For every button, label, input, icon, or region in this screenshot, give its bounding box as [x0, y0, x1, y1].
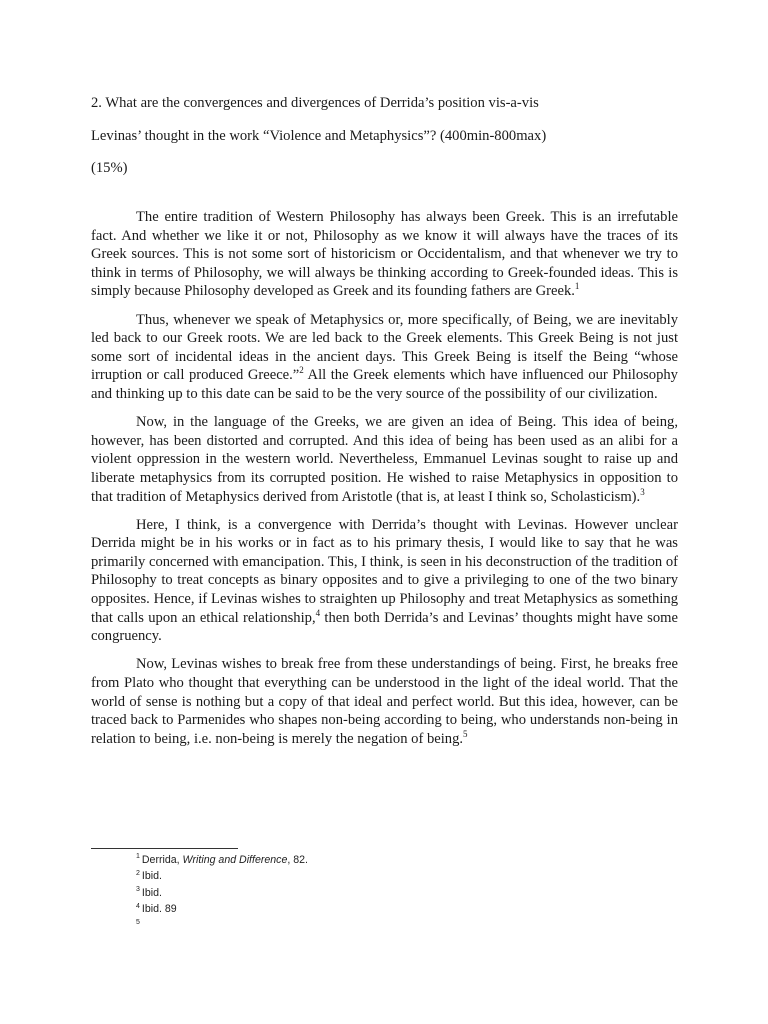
paragraph	[91, 413, 678, 506]
footnote-number: 4	[136, 902, 140, 910]
footnote-text: Ibid. 89	[141, 903, 177, 916]
question-weight: (15%)	[91, 160, 128, 176]
essay-body	[91, 208, 678, 758]
footnote-page: , 82.	[287, 854, 308, 866]
footnote-number: 1	[136, 853, 140, 861]
paragraph-text: Thus, whenever we speak of Metaphysics or, more specifically, of Being, we are inevitably led back to our Greek roots. We are led back to the Greek elements. This Greek Being is not just some sort of incidental ideas in the ancient days. This Greek Being is itself the Being “whose irruption or call produced Greece.”	[91, 311, 678, 384]
footnote-author: Derrida,	[141, 854, 183, 866]
footnote-work-title: Writing and Difference	[182, 854, 288, 866]
question-line-2: Levinas’ thought in the work “Violence and Metaphysics”? (400min-800max)	[91, 128, 547, 144]
footnote	[136, 868, 308, 884]
paragraph	[91, 311, 678, 404]
question-line-1: 2. What are the convergences and divergences of Derrida’s position vis-a-vis	[91, 95, 539, 111]
footnote-number: 2	[136, 869, 140, 877]
footnote-text: Ibid.	[141, 870, 162, 883]
paragraph	[91, 655, 678, 748]
paragraph-text-continued: then both Derrida’s and Levinas’ thoughts might have some congruency.	[91, 609, 678, 645]
footnotes	[136, 852, 308, 934]
paragraph-text: Now, Levinas wishes to break free from these understandings of being. First, he breaks free from Plato who thought that everything can be understood in the light of the ideal world. That the world of sense is nothing but a copy of that ideal and perfect world. But this idea, however, can be traced back to Parmenides who shapes non-being according to being, who understands non-being in relation to being, i.e. non-being is merely the negation of being.	[91, 656, 678, 747]
footnote-ref: 3	[640, 486, 645, 497]
footnote-text: Ibid.	[141, 886, 162, 899]
footnote-ref: 4	[315, 607, 321, 618]
paragraph-text: Here, I think, is a convergence with Derrida’s thought with Levinas. However unclear Derrida might be in his works or in fact as to his primary thesis, I would like to say that he was primarily concerned with emancipation. This, I think, is seen in his deconstruction of the tradition of Philosophy to treat concepts as binary opposites and to give a privileging to one of the two binary opposites. Hence, if Levinas wishes to straighten up Philosophy and treat Metaphysics as something that calls upon an ethical relationship,	[91, 516, 678, 626]
footnote	[136, 885, 308, 901]
footnote	[136, 901, 308, 917]
paragraph-text-continued: All the Greek elements which have influenced our Philosophy and thinking up to this date can be said to be the very source of the possibility of our civilization.	[91, 367, 678, 402]
paragraph	[91, 516, 678, 646]
footnote	[136, 852, 308, 868]
paragraph-text: The entire tradition of Western Philosophy has always been Greek. This is an irrefutable fact. And whether we like it or not, Philosophy as we know it will always have the traces of its Greek sources. This is not some sort of historicism or Occidentalism, and that whenever we try to think in terms of Philosophy, we will always be thinking according to Greek-founded ideas. This is simply because Philosophy developed as Greek and its founding fathers are Greek.	[91, 209, 678, 300]
footnote-number: 5	[136, 919, 140, 927]
paragraph	[91, 208, 678, 301]
footnote	[136, 918, 308, 934]
footnote-ref: 1	[574, 281, 580, 292]
paragraph-text: Now, in the language of the Greeks, we are given an idea of Being. This idea of being, however, has been distorted and corrupted. And this idea of being has been used as an alibi for a violent oppression in the western world. Nevertheless, Emmanuel Levinas sought to raise up and liberate metaphysics from its corrupted position. He wished to raise Metaphysics in opposition to that tradition of Metaphysics derived from Aristotle (that is, at least I think so, Scholasticism).	[91, 414, 678, 505]
footnote-ref: 2	[299, 365, 304, 376]
footnote-number: 3	[136, 886, 140, 894]
footnote-ref: 5	[463, 728, 468, 739]
footnote-separator	[91, 848, 238, 849]
